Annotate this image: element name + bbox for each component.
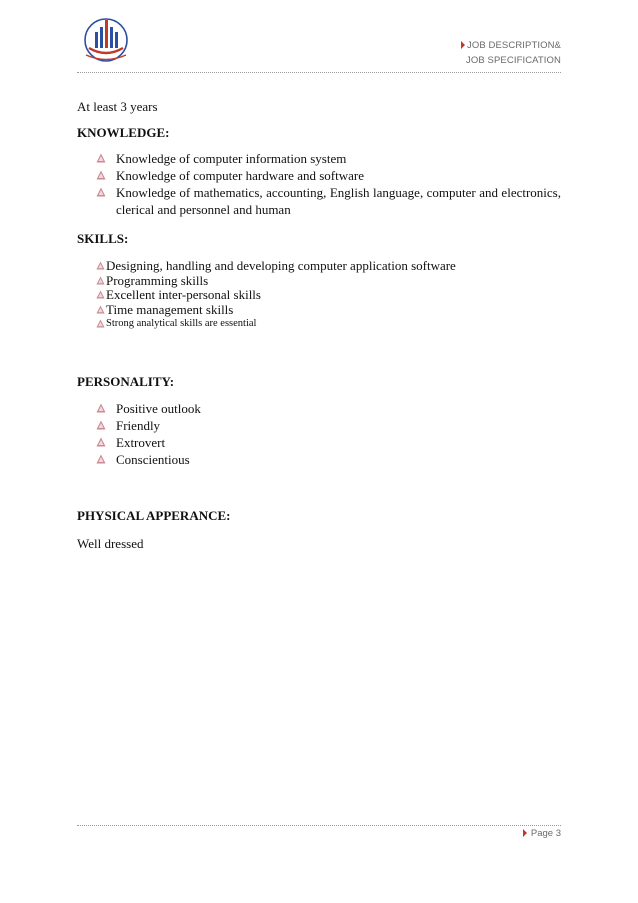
header-title-line2: JOB SPECIFICATION xyxy=(466,55,561,66)
footer-arrow-icon xyxy=(523,829,527,837)
knowledge-list xyxy=(96,150,561,218)
list-item: Excellent inter-personal skills xyxy=(96,288,561,303)
list-item: Designing, handling and developing computer application software xyxy=(96,259,561,274)
list-item: Strong analytical skills are essential xyxy=(96,317,561,332)
bullet-icon xyxy=(96,305,105,314)
page-footer xyxy=(523,828,561,839)
header-title-line1: JOB DESCRIPTION& xyxy=(467,40,561,51)
bullet-icon xyxy=(96,454,106,464)
list-item: Time management skills xyxy=(96,303,561,318)
bullet-icon xyxy=(96,420,106,430)
document-header xyxy=(461,38,561,68)
list-item: Knowledge of mathematics, accounting, English language, computer and electronics, clerical and personnel and human xyxy=(96,184,561,218)
experience-text: At least 3 years xyxy=(77,99,158,114)
institution-logo xyxy=(80,14,132,66)
bullet-icon xyxy=(96,319,105,328)
bullet-icon xyxy=(96,261,105,270)
header-arrow-icon xyxy=(461,41,465,49)
header-divider xyxy=(77,72,561,73)
page-number: Page 3 xyxy=(530,828,561,839)
list-item: Knowledge of computer hardware and software xyxy=(96,167,561,184)
list-item: Positive outlook xyxy=(96,400,561,417)
personality-heading: PERSONALITY: xyxy=(77,374,175,389)
bullet-icon xyxy=(96,437,106,447)
list-item: Conscientious xyxy=(96,451,561,468)
physical-heading: PHYSICAL APPERANCE: xyxy=(77,508,231,523)
bullet-icon xyxy=(96,170,106,180)
list-item: Extrovert xyxy=(96,434,561,451)
skills-heading: SKILLS: xyxy=(77,231,129,246)
bullet-icon xyxy=(96,187,106,197)
footer-divider xyxy=(77,825,561,826)
bullet-icon xyxy=(96,290,105,299)
knowledge-heading: KNOWLEDGE: xyxy=(77,125,170,140)
bullet-icon xyxy=(96,276,105,285)
list-item: Knowledge of computer information system xyxy=(96,150,561,167)
bullet-icon xyxy=(96,153,106,163)
skills-list xyxy=(96,259,561,332)
list-item: Programming skills xyxy=(96,274,561,289)
physical-text: Well dressed xyxy=(77,536,144,551)
bullet-icon xyxy=(96,403,106,413)
personality-list xyxy=(96,400,561,468)
list-item: Friendly xyxy=(96,417,561,434)
